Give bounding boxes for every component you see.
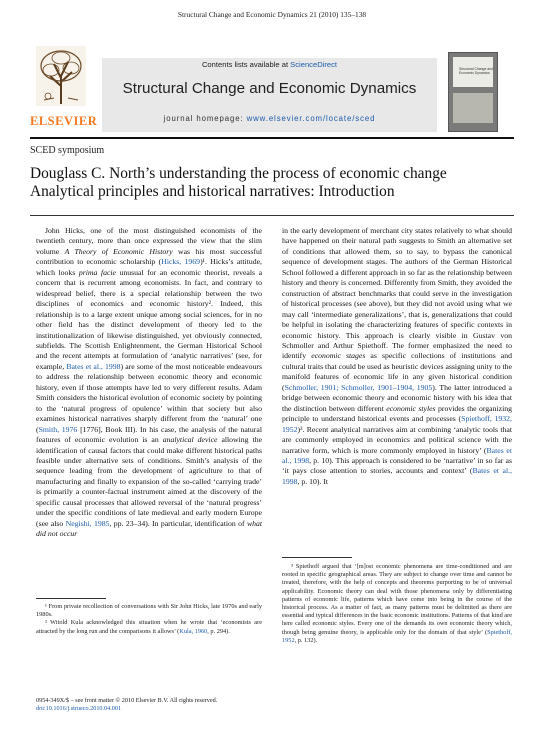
- section-label: SCED symposium: [30, 145, 105, 156]
- body-text: allowing the identification of causal factors that could make different historical paths feasible under alternative sets of conditions. Smith’s analysis of the sequence leading from the development of agriculture to that of manufacturing and finally to expansion of the so-called ‘carrying trade’ is primarily a counter-factual instrument aimed at the discovery of the specific causal processes that allowed reversal of the ‘natural progress’ under the specific conditions of late medieval and early modern Europe (see also: [36, 435, 263, 528]
- body-text: provides the organizing principle to understand historical events and processes (: [282, 403, 512, 424]
- footnote-1: ¹ From private recollection of conversations with Sir John Hicks, late 1970s and early 1980s.: [36, 603, 262, 619]
- body-text: [1776], Book III). In his case, the analysis of the natural features of economic evolution is an: [36, 424, 262, 445]
- footnote-2: [36, 619, 262, 635]
- body-text: John Hicks, one of the most distinguished economists of the twentieth century, more than once expressed the view that the slim volume: [36, 226, 262, 256]
- body-italic: prima facie: [78, 267, 116, 277]
- title-rule: [30, 215, 514, 216]
- footnote-text: ² Witold Kula acknowledged this situation when he wrote that ‘economists are attracted by the long run and the comparisons it allows’ (: [36, 619, 262, 635]
- citation-link[interactable]: Smith, 1976: [38, 424, 78, 434]
- footnote-3: [282, 563, 512, 645]
- footnote-text: , p. 294).: [207, 627, 230, 635]
- body-italic: economic stages: [311, 351, 366, 361]
- body-text: ). The latter introduced a bridge between economic theory and economic history with his idea that the distinction between different: [282, 382, 512, 413]
- body-italic: analytical device: [162, 435, 218, 445]
- footnotes-right: [282, 563, 512, 645]
- elsevier-wordmark: ELSEVIER: [30, 114, 98, 128]
- issn-line: 0954-349X/$ – see front matter © 2010 Elsevier B.V. All rights reserved.: [36, 697, 218, 704]
- doi-link[interactable]: doi:10.1016/j.strueco.2010.04.001: [36, 705, 122, 713]
- body-text: as specific collections of institutions and cultural traits that could be used as heuristic devices assigning unity to the manifold features of economic life in any given historical condition (: [282, 351, 513, 392]
- body-paragraph: [36, 226, 262, 540]
- body-text: , p. 10). It: [297, 476, 329, 486]
- footnote-text: , p. 132).: [294, 636, 318, 644]
- citation-link[interactable]: Bates et al., 1998: [282, 466, 512, 486]
- homepage-link[interactable]: www.elsevier.com/locate/sced: [246, 114, 376, 123]
- article-title-line2: Analytical principles and historical narratives: Introduction: [30, 183, 395, 200]
- body-text: in the early development of merchant city states relatively to what should have happened on their natural path suggests to Smith an alternative set of conditions that allowed them, so to say, to bypass the canonical sequence of development stages. The authors of the German Historical School followed a different approach in so far as the relationship between history and theory is concerned. Differently from Smith, they avoided the construction of abstract benchmarks that could serve in the investigation of historical processes (see above), but they did not avoid using what we may call ‘intermediate generalizations’, that is, generalizations that could be helpful in isolating the characterizing features of specific contexts in economic history. This approach is clearly visible in Gustav von Schmoller and Arthur Spiethoff. The former emphasized the need to identify: [282, 226, 512, 361]
- journal-homepage: [102, 114, 437, 123]
- body-text: ) are some of the most noticeable endeavours to address the relationship between economic theory and economic history, even if those attempts have led to very different results. Adam Smith considers the historical evolution of economic society by pointing to the ‘natural progress of opulence’ within that society but also examines historical narratives sharply different from the ‘natural’ one (: [36, 361, 262, 434]
- footnote-text: ³ Spiethoff argued that ‘[m]ost economic phenomena are time-conditioned and are rooted in specific geographical areas. They are subject to change over time and cannot be treated, therefore, with the help of concepts and theorems purporting to be of universal applicability. Economic theory can deal with those phenomena only by differentiating patterns of economic life, patterns which have come into being in the course of the historical process. As a matter of fact, as many patterns must be delimited as there are essential and typical differences in the basic economic institutions. Patterns of that kind are here called economic styles. Every one of the demands its own economic theory which, though being genuine theory, is applicable only for the domain of that style’ (: [282, 563, 512, 636]
- journal-title: Structural Change and Economic Dynamics: [122, 80, 417, 97]
- body-column-left: [36, 226, 262, 540]
- body-italic: economic styles: [386, 403, 436, 413]
- body-text: , p. 10). This approach is considered to be ‘narrative’ in so far as ‘it pays close attention to stories, accounts and context’ (: [282, 455, 512, 476]
- footnote-rule: [282, 557, 352, 558]
- publication-info: [36, 697, 296, 713]
- elsevier-logo[interactable]: [30, 46, 98, 134]
- body-text: unusual for an economic theorist, reveals a concern that is recurrent among economists. In fact, and contrary to widespread belief, there is a special relationship between the two disciplines of economics and economic history². Indeed, this relationship is to a large extent unique among social sciences, for in no other field has the distinct development of theory led to the institutionalization of likewise distinguished, yet obviously connected, subfields. The Scottish Enlightenment, the German Historical School and the recent attempts at formulation of ‘analytic narratives’ (see, for example,: [36, 267, 263, 371]
- cover-image-panel: [453, 93, 493, 123]
- elsevier-tree-icon: [36, 46, 86, 106]
- body-paragraph: [282, 226, 512, 487]
- citation-link[interactable]: Hicks, 1969: [161, 257, 201, 267]
- citation-link[interactable]: Schmoller, 1901; Schmoller, 1901–1904, 1905: [284, 382, 433, 392]
- running-head: Structural Change and Economic Dynamics 21 (2010) 135–138: [177, 10, 367, 19]
- body-text: , pp. 23–34). In particular, identification of: [109, 518, 247, 528]
- footnote-rule: [36, 598, 106, 599]
- citation-link[interactable]: Bates et al., 1998: [282, 445, 513, 465]
- contents-line: [102, 60, 437, 69]
- body-column-right: [282, 226, 512, 487]
- footnotes-left: [36, 603, 262, 636]
- citation-link[interactable]: Negishi, 1985: [65, 518, 110, 528]
- homepage-prefix: journal homepage:: [163, 114, 247, 123]
- header-rule: [30, 137, 514, 139]
- contents-prefix: Contents lists available at: [201, 60, 291, 69]
- citation-link[interactable]: Bates et al., 1998: [66, 361, 121, 371]
- book-title: A Theory of Economic History: [64, 246, 173, 256]
- cover-title-panel: [453, 57, 493, 87]
- citation-link[interactable]: Spiethoff, 1932, 1952: [282, 414, 512, 434]
- citation-link[interactable]: Kula, 1960: [179, 627, 208, 635]
- journal-cover-thumbnail[interactable]: [448, 52, 498, 132]
- article-title-line1: Douglass C. North’s understanding the process of economic change: [30, 165, 447, 182]
- sciencedirect-link[interactable]: ScienceDirect: [290, 60, 338, 69]
- body-text: )¹. Hicks’s attitude, which looks: [36, 257, 262, 277]
- article-title: [30, 165, 520, 201]
- body-italic: what did not occur: [36, 518, 263, 539]
- citation-link[interactable]: Spiethoff, 1952: [282, 628, 512, 644]
- cover-title-text: Structural Change and Economic Dynamics: [459, 67, 493, 75]
- body-text: )³. Recent analytical narratives aim at combining ‘analytic tools that are commonly employed in economics and political science with the narrative form, which is more commonly employed in history’ (: [282, 424, 512, 455]
- body-text: was his most successful contribution to economic scholarship (: [36, 246, 262, 267]
